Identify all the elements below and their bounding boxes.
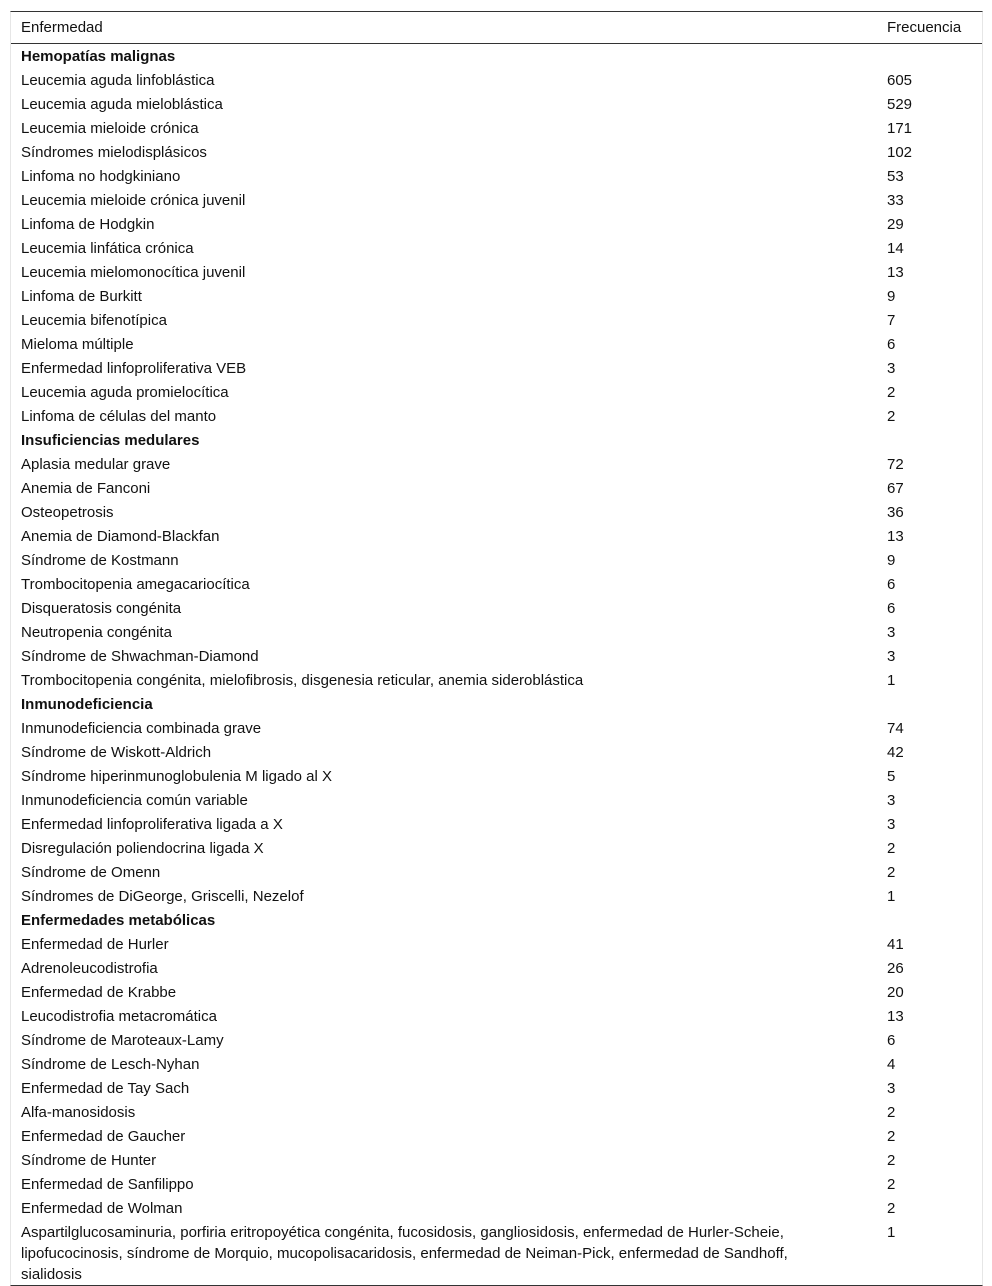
table-row <box>11 765 982 789</box>
table-row <box>11 237 982 261</box>
frequency-cell: 529 <box>887 96 913 113</box>
table-row <box>11 1149 982 1173</box>
disease-cell: Leucemia mieloide crónica juvenil <box>21 192 246 209</box>
disease-cell: Anemia de Diamond-Blackfan <box>21 528 220 545</box>
header-disease: Enfermedad <box>21 19 103 36</box>
frequency-cell: 2 <box>887 1152 896 1169</box>
disease-cell: Síndrome de Maroteaux-Lamy <box>21 1032 224 1049</box>
frequency-cell: 7 <box>887 312 896 329</box>
table-row <box>11 933 982 957</box>
frequency-cell: 1 <box>887 1224 896 1241</box>
frequency-cell: 3 <box>887 816 896 833</box>
frequency-cell: 9 <box>887 552 896 569</box>
group-title: Inmunodeficiencia <box>21 696 153 713</box>
frequency-cell: 13 <box>887 528 904 545</box>
frequency-cell: 2 <box>887 408 896 425</box>
group-frequency-empty <box>887 429 982 453</box>
frequency-cell: 3 <box>887 1080 896 1097</box>
disease-cell: Síndrome de Shwachman-Diamond <box>21 648 259 665</box>
table-row <box>11 1125 982 1149</box>
table-row <box>11 549 982 573</box>
disease-cell: Leucemia aguda linfoblástica <box>21 72 215 89</box>
group-row <box>11 44 982 70</box>
frequency-cell: 2 <box>887 1200 896 1217</box>
group-frequency-empty <box>887 693 982 717</box>
disease-cell: Aplasia medular grave <box>21 456 171 473</box>
frequency-cell: 2 <box>887 840 896 857</box>
disease-cell: Alfa-manosidosis <box>21 1104 136 1121</box>
table-row <box>11 285 982 309</box>
disease-cell: Linfoma de células del manto <box>21 408 217 425</box>
disease-cell: Síndrome hiperinmunoglobulenia M ligado al X <box>21 768 333 785</box>
disease-cell: Síndromes de DiGeorge, Griscelli, Nezelof <box>21 888 304 905</box>
disease-cell: Adrenoleucodistrofia <box>21 960 158 977</box>
frequency-cell: 2 <box>887 1104 896 1121</box>
frequency-cell: 2 <box>887 1176 896 1193</box>
frequency-cell: 36 <box>887 504 904 521</box>
table-row <box>11 333 982 357</box>
frequency-cell: 6 <box>887 1032 896 1049</box>
table-row <box>11 981 982 1005</box>
group-row <box>11 909 982 933</box>
disease-cell: Síndrome de Kostmann <box>21 552 179 569</box>
disease-cell: Disqueratosis congénita <box>21 600 182 617</box>
table-row <box>11 645 982 669</box>
disease-cell: Enfermedad linfoproliferativa VEB <box>21 360 247 377</box>
disease-cell: Inmunodeficiencia combinada grave <box>21 720 262 737</box>
frequency-cell: 26 <box>887 960 904 977</box>
disease-cell: Trombocitopenia amegacariocítica <box>21 576 250 593</box>
table-row <box>11 741 982 765</box>
group-title: Enfermedades metabólicas <box>21 912 216 929</box>
table-row <box>11 1053 982 1077</box>
table-body <box>11 44 982 1286</box>
table-row <box>11 1077 982 1101</box>
table-row <box>11 189 982 213</box>
disease-cell: Enfermedad de Gaucher <box>21 1128 186 1145</box>
table-row <box>11 141 982 165</box>
table-row <box>11 477 982 501</box>
group-frequency-empty <box>887 909 982 933</box>
frequency-cell: 33 <box>887 192 904 209</box>
frequency-cell: 42 <box>887 744 904 761</box>
frequency-cell: 29 <box>887 216 904 233</box>
frequency-cell: 67 <box>887 480 904 497</box>
frequency-cell: 72 <box>887 456 904 473</box>
table-row <box>11 117 982 141</box>
header-frequency: Frecuencia <box>887 19 962 36</box>
frequency-cell: 171 <box>887 120 913 137</box>
table-row <box>11 93 982 117</box>
group-frequency-empty <box>887 44 982 70</box>
disease-cell: Aspartilglucosaminuria, porfiria eritropoyética congénita, fucosidosis, gangliosidosis, enfermedad de Hurler-Scheie, lipofucocinosis, síndrome de Morquio, mucopolisacaridosis, enfermedad de Neiman-Pick, enfermedad de Sandhoff, sialidosis <box>21 1224 788 1283</box>
table-row <box>11 861 982 885</box>
table-row <box>11 597 982 621</box>
frequency-cell: 3 <box>887 792 896 809</box>
frequency-cell: 20 <box>887 984 904 1001</box>
disease-cell: Trombocitopenia congénita, mielofibrosis, disgenesia reticular, anemia sideroblástica <box>21 672 584 689</box>
frequency-cell: 6 <box>887 600 896 617</box>
disease-cell: Enfermedad de Hurler <box>21 936 169 953</box>
disease-cell: Enfermedad de Wolman <box>21 1200 183 1217</box>
frequency-cell: 2 <box>887 384 896 401</box>
disease-cell: Síndrome de Hunter <box>21 1152 157 1169</box>
table-row <box>11 837 982 861</box>
table-row <box>11 309 982 333</box>
table-row <box>11 525 982 549</box>
frequency-cell: 102 <box>887 144 913 161</box>
disease-cell: Neutropenia congénita <box>21 624 172 641</box>
disease-cell: Síndrome de Omenn <box>21 864 161 881</box>
table-row <box>11 405 982 429</box>
frequency-cell: 74 <box>887 720 904 737</box>
disease-cell: Linfoma de Hodgkin <box>21 216 155 233</box>
table-row <box>11 885 982 909</box>
table-header-row <box>11 12 982 44</box>
disease-cell: Enfermedad de Tay Sach <box>21 1080 190 1097</box>
frequency-cell: 53 <box>887 168 904 185</box>
group-row <box>11 693 982 717</box>
table-row <box>11 165 982 189</box>
table-row <box>11 213 982 237</box>
frequency-cell: 9 <box>887 288 896 305</box>
table-row <box>11 1029 982 1053</box>
frequency-cell: 3 <box>887 624 896 641</box>
frequency-cell: 41 <box>887 936 904 953</box>
table-row <box>11 621 982 645</box>
frequency-cell: 14 <box>887 240 904 257</box>
table-row <box>11 957 982 981</box>
frequency-cell: 5 <box>887 768 896 785</box>
disease-cell: Síndrome de Wiskott-Aldrich <box>21 744 212 761</box>
table-row <box>11 1197 982 1221</box>
frequency-cell: 4 <box>887 1056 896 1073</box>
disease-frequency-table <box>11 12 982 1285</box>
disease-cell: Linfoma de Burkitt <box>21 288 142 305</box>
frequency-cell: 605 <box>887 72 913 89</box>
disease-cell: Leucemia mieloide crónica <box>21 120 199 137</box>
disease-cell: Síndromes mielodisplásicos <box>21 144 207 161</box>
disease-cell: Leucemia aguda mieloblástica <box>21 96 223 113</box>
table-row <box>11 1173 982 1197</box>
disease-cell: Leucodistrofia metacromática <box>21 1008 217 1025</box>
table-row <box>11 501 982 525</box>
table-row <box>11 1005 982 1029</box>
table-row <box>11 717 982 741</box>
frequency-table-container <box>10 11 983 1286</box>
group-title: Hemopatías malignas <box>21 48 176 65</box>
disease-cell: Linfoma no hodgkiniano <box>21 168 181 185</box>
table-row <box>11 453 982 477</box>
disease-cell: Osteopetrosis <box>21 504 114 521</box>
disease-cell: Inmunodeficiencia común variable <box>21 792 248 809</box>
table-row <box>11 573 982 597</box>
table-row <box>11 813 982 837</box>
disease-cell: Disregulación poliendocrina ligada X <box>21 840 264 857</box>
group-title: Insuficiencias medulares <box>21 432 200 449</box>
disease-cell: Anemia de Fanconi <box>21 480 151 497</box>
disease-cell: Enfermedad de Sanfilippo <box>21 1176 194 1193</box>
frequency-cell: 2 <box>887 1128 896 1145</box>
disease-cell: Leucemia mielomonocítica juvenil <box>21 264 246 281</box>
frequency-cell: 2 <box>887 864 896 881</box>
disease-cell: Leucemia linfática crónica <box>21 240 194 257</box>
table-row <box>11 1221 982 1285</box>
table-row <box>11 1101 982 1125</box>
table-row <box>11 669 982 693</box>
frequency-cell: 13 <box>887 1008 904 1025</box>
frequency-cell: 1 <box>887 672 896 689</box>
table-row <box>11 69 982 93</box>
frequency-cell: 1 <box>887 888 896 905</box>
disease-cell: Mieloma múltiple <box>21 336 134 353</box>
table-row <box>11 789 982 813</box>
frequency-cell: 13 <box>887 264 904 281</box>
frequency-cell: 3 <box>887 360 896 377</box>
disease-cell: Enfermedad linfoproliferativa ligada a X <box>21 816 283 833</box>
disease-cell: Síndrome de Lesch-Nyhan <box>21 1056 200 1073</box>
disease-cell: Leucemia aguda promielocítica <box>21 384 229 401</box>
disease-cell: Leucemia bifenotípica <box>21 312 167 329</box>
table-row <box>11 381 982 405</box>
frequency-cell: 3 <box>887 648 896 665</box>
disease-cell: Enfermedad de Krabbe <box>21 984 177 1001</box>
frequency-cell: 6 <box>887 576 896 593</box>
table-row <box>11 261 982 285</box>
group-row <box>11 429 982 453</box>
frequency-cell: 6 <box>887 336 896 353</box>
table-row <box>11 357 982 381</box>
